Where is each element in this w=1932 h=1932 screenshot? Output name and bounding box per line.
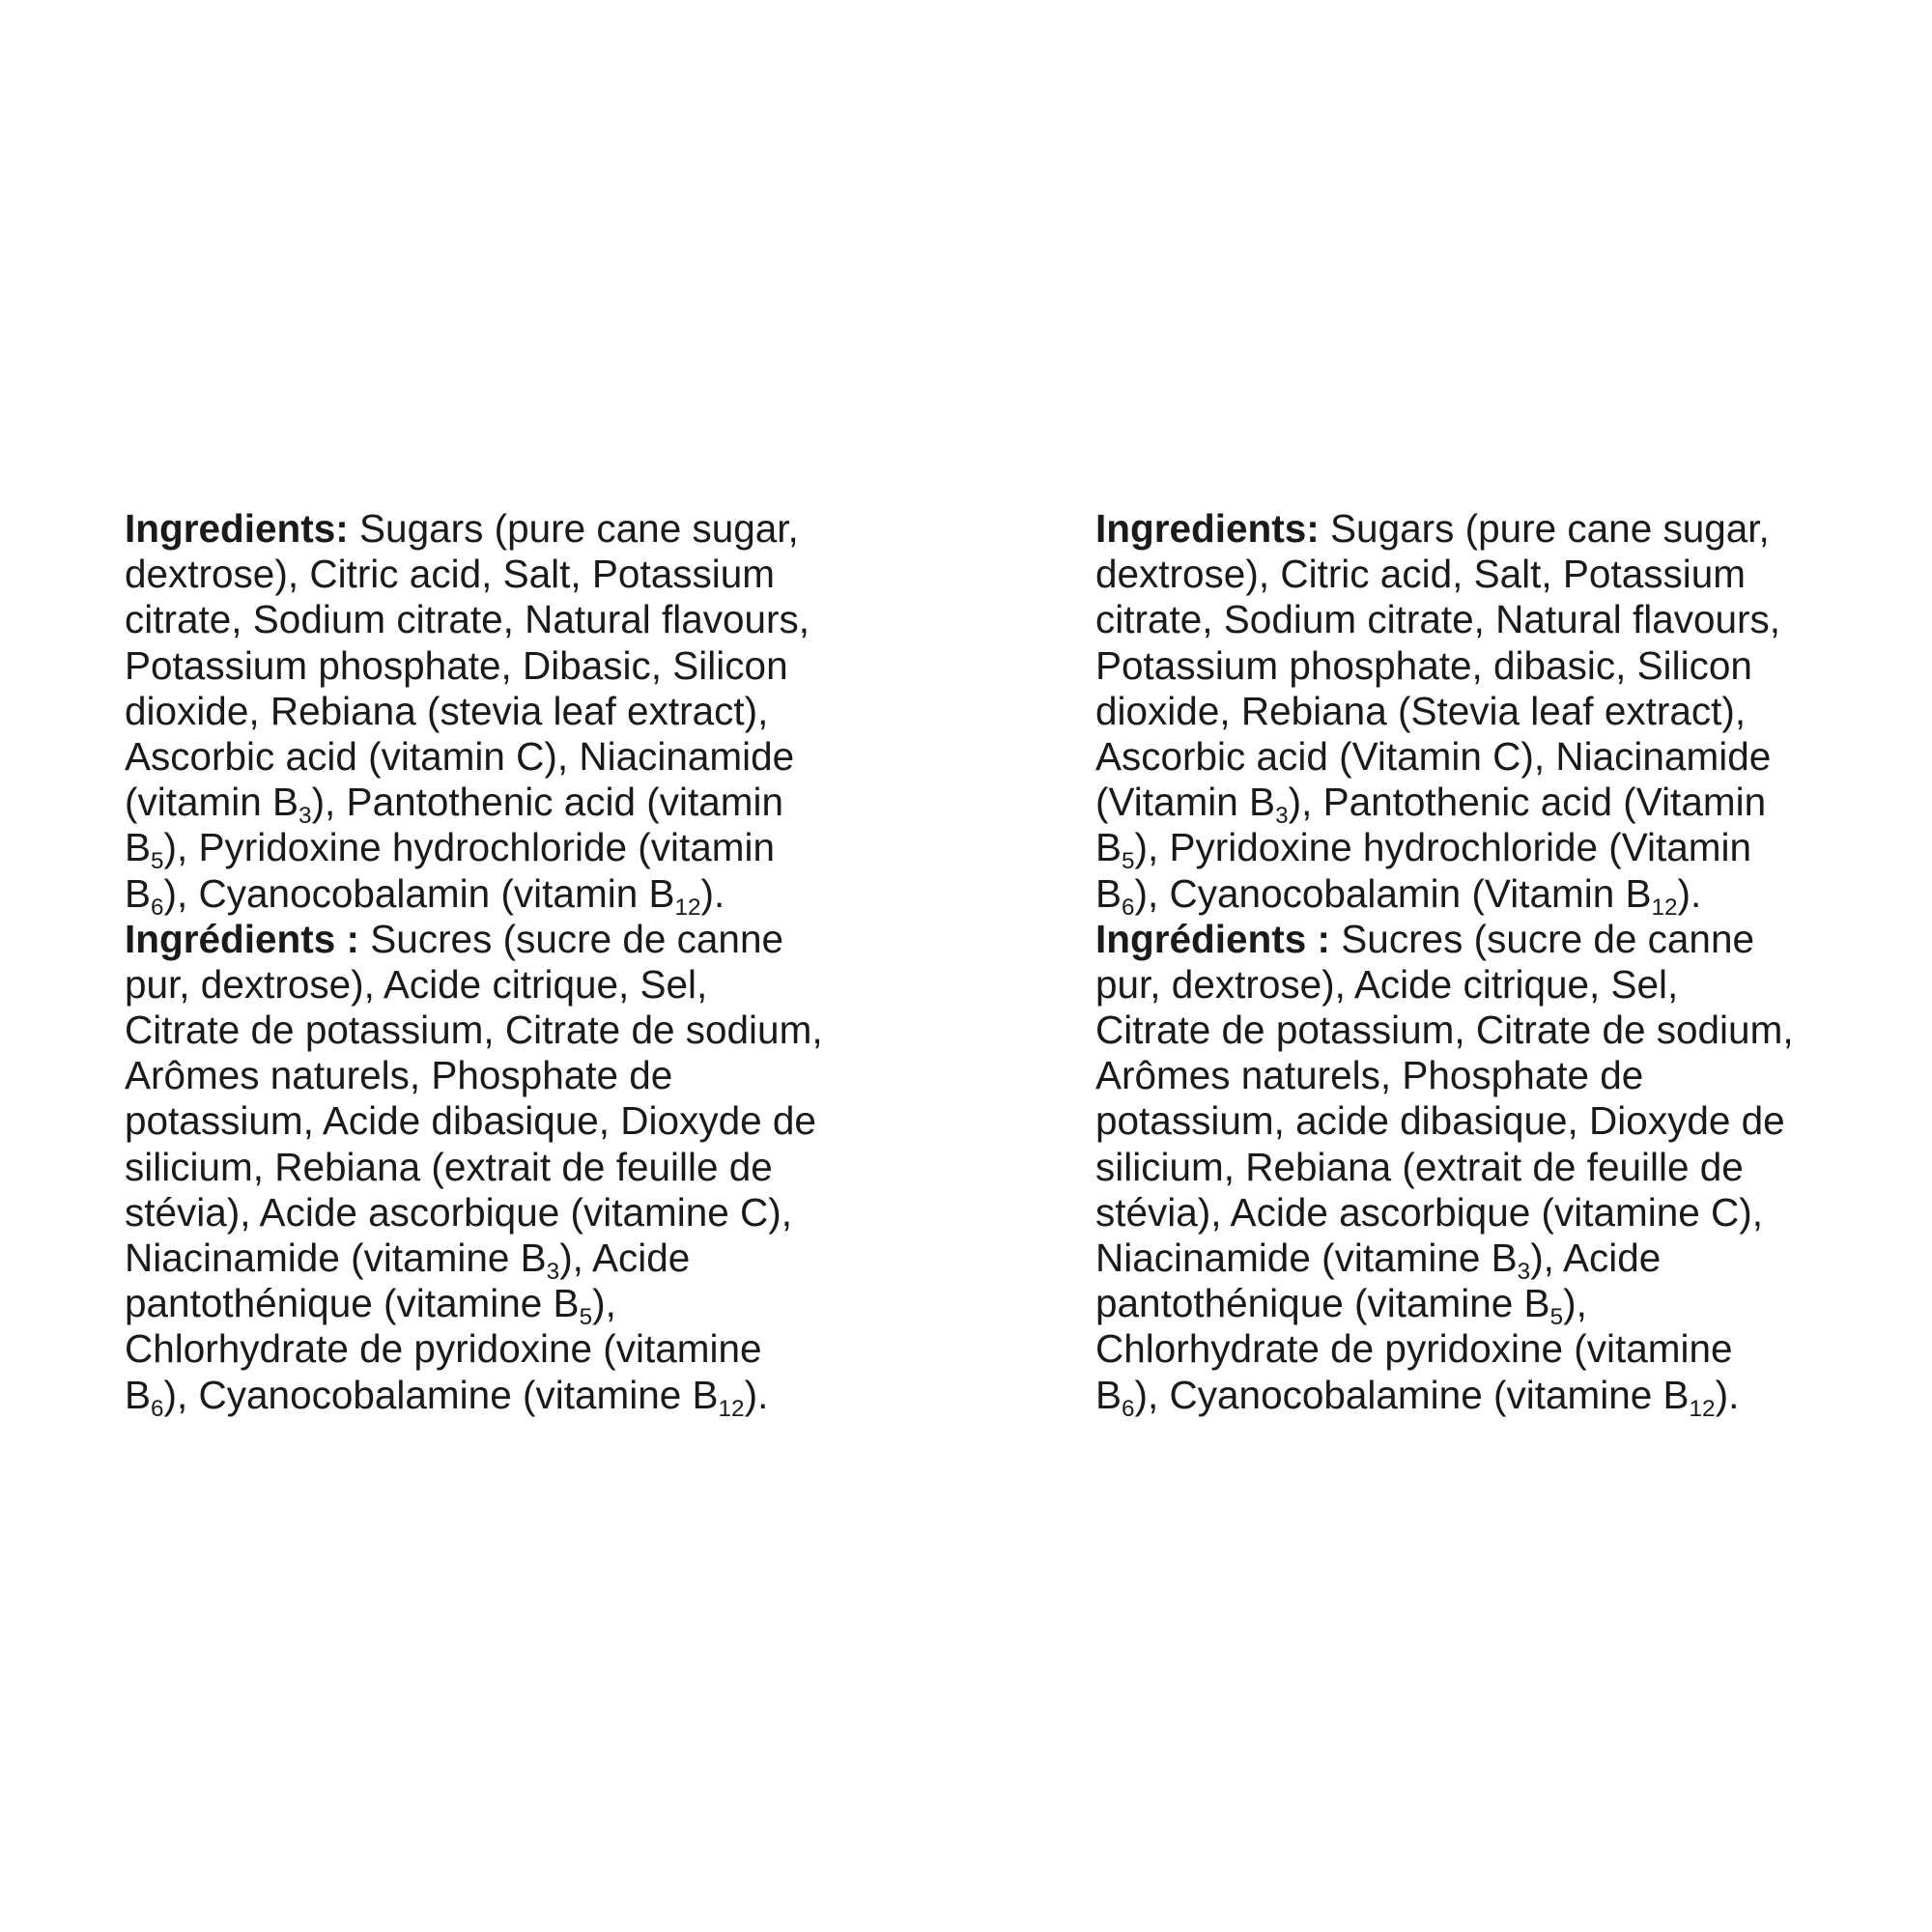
- subscript-number: 5: [579, 1303, 593, 1330]
- subscript-number: 5: [151, 848, 164, 875]
- ingredient-line: [125, 825, 878, 875]
- ingredient-text: Niacinamide (vitamine B: [125, 1236, 547, 1280]
- ingredient-line: [125, 1236, 878, 1285]
- ingredient-line: [1095, 1326, 1849, 1372]
- ingredient-line: [1095, 734, 1849, 780]
- ingredient-line: [1095, 917, 1849, 962]
- ingredient-text: Arômes naturels, Phosphate de: [125, 1053, 673, 1098]
- ingredient-text: pantothénique (vitamine B: [1095, 1281, 1550, 1326]
- ingredient-text: citrate, Sodium citrate, Natural flavours,: [125, 597, 810, 642]
- ingredient-text: Chlorhydrate de pyridoxine (vitamine: [1095, 1326, 1733, 1372]
- ingredient-line: [125, 552, 878, 597]
- ingredient-text: silicium, Rebiana (extrait de feuille de: [125, 1144, 773, 1189]
- ingredients-heading: Ingrédients :: [125, 916, 360, 961]
- ingredient-line: [125, 780, 878, 829]
- ingredient-text: potassium, Acide dibasique, Dioxyde de: [125, 1098, 816, 1144]
- ingredient-text: ).: [744, 1372, 769, 1417]
- subscript-number: 5: [1549, 1303, 1564, 1330]
- ingredient-text: Potassium phosphate, dibasic, Silicon: [1095, 642, 1752, 688]
- ingredient-text: pantothénique (vitamine B: [125, 1281, 580, 1326]
- ingredient-text: B: [1095, 1372, 1122, 1417]
- ingredient-text: Sucres (sucre de canne: [359, 916, 784, 961]
- ingredient-line: [125, 506, 878, 552]
- ingredient-text: B: [125, 1372, 152, 1417]
- ingredient-line: [1095, 1098, 1849, 1144]
- ingredient-text: B: [125, 870, 152, 916]
- subscript-number: 12: [674, 894, 701, 921]
- ingredient-text: ).: [1715, 1372, 1740, 1417]
- ingredients-heading: Ingrédients :: [1095, 916, 1331, 961]
- ingredient-text: Ascorbic acid (Vitamin C), Niacinamide: [1095, 733, 1772, 779]
- subscript-number: 6: [1122, 894, 1135, 921]
- ingredient-line: [1095, 506, 1849, 552]
- subscript-number: 6: [151, 1395, 164, 1422]
- ingredient-text: ), Cyanocobalamine (vitamine B: [1134, 1372, 1690, 1417]
- ingredient-text: ),: [592, 1281, 616, 1326]
- ingredient-line: [125, 962, 878, 1008]
- ingredient-line: [125, 734, 878, 780]
- ingredient-text: Sugars (pure cane sugar,: [1319, 506, 1770, 551]
- ingredients-panel-right: [1095, 506, 1849, 1422]
- ingredient-text: silicium, Rebiana (extrait de feuille de: [1095, 1144, 1744, 1189]
- ingredient-text: (Vitamin B: [1095, 780, 1276, 825]
- ingredient-text: ), Cyanocobalamin (Vitamin B: [1134, 870, 1652, 916]
- ingredient-text: Sucres (sucre de canne: [1330, 916, 1755, 961]
- ingredient-line: [125, 1190, 878, 1236]
- ingredient-text: citrate, Sodium citrate, Natural flavours,: [1095, 597, 1781, 642]
- ingredient-line: [1095, 1008, 1849, 1053]
- ingredient-line: [1095, 1190, 1849, 1236]
- ingredient-text: ), Pyridoxine hydrochloride (vitamin: [163, 825, 776, 870]
- ingredient-line: [1095, 1053, 1849, 1098]
- ingredient-text: Ascorbic acid (vitamin C), Niacinamide: [125, 733, 795, 779]
- ingredient-text: dextrose), Citric acid, Salt, Potassium: [125, 552, 775, 597]
- ingredient-text: Potassium phosphate, Dibasic, Silicon: [125, 642, 788, 688]
- ingredient-text: pur, dextrose), Acide citrique, Sel,: [1095, 961, 1679, 1007]
- ingredient-line: [125, 1281, 878, 1330]
- ingredient-line: [125, 689, 878, 734]
- subscript-number: 3: [298, 802, 312, 829]
- ingredient-line: [125, 1098, 878, 1144]
- ingredients-panel-left: [125, 506, 878, 1422]
- ingredient-line: [125, 1326, 878, 1372]
- ingredient-line: [1095, 1372, 1849, 1422]
- ingredient-text: dioxide, Rebiana (stevia leaf extract),: [125, 688, 769, 733]
- ingredient-text: ), Pantothenic acid (vitamin: [311, 780, 784, 825]
- ingredient-text: Citrate de potassium, Citrate de sodium,: [125, 1008, 823, 1053]
- ingredient-line: [125, 1053, 878, 1098]
- subscript-number: 3: [546, 1258, 560, 1285]
- subscript-number: 12: [1651, 894, 1678, 921]
- ingredient-text: ), Pantothenic acid (Vitamin: [1288, 780, 1767, 825]
- ingredient-text: ), Pyridoxine hydrochloride (Vitamin: [1134, 825, 1752, 870]
- ingredient-line: [125, 917, 878, 962]
- subscript-number: 12: [718, 1395, 745, 1422]
- subscript-number: 6: [151, 894, 164, 921]
- ingredient-line: [125, 1372, 878, 1422]
- ingredient-text: Chlorhydrate de pyridoxine (vitamine: [125, 1326, 762, 1372]
- ingredient-text: potassium, acide dibasique, Dioxyde de: [1095, 1098, 1785, 1144]
- ingredient-text: stévia), Acide ascorbique (vitamine C),: [1095, 1189, 1764, 1235]
- subscript-number: 3: [1517, 1258, 1531, 1285]
- subscript-number: 5: [1122, 848, 1135, 875]
- ingredient-line: [1095, 1145, 1849, 1190]
- ingredient-text: ).: [1677, 870, 1702, 916]
- ingredient-text: (vitamin B: [125, 780, 299, 825]
- ingredient-text: dioxide, Rebiana (Stevia leaf extract),: [1095, 688, 1747, 733]
- ingredient-text: B: [1095, 870, 1122, 916]
- ingredient-text: ), Cyanocobalamine (vitamine B: [163, 1372, 719, 1417]
- subscript-number: 6: [1122, 1395, 1135, 1422]
- ingredient-line: [1095, 643, 1849, 689]
- ingredient-line: [1095, 870, 1849, 921]
- ingredient-line: [1095, 552, 1849, 597]
- ingredient-text: pur, dextrose), Acide citrique, Sel,: [125, 961, 708, 1007]
- ingredient-line: [1095, 597, 1849, 642]
- ingredient-line: [125, 643, 878, 689]
- ingredient-text: stévia), Acide ascorbique (vitamine C),: [125, 1189, 793, 1235]
- ingredient-line: [1095, 780, 1849, 829]
- ingredient-text: dextrose), Citric acid, Salt, Potassium: [1095, 552, 1746, 597]
- ingredients-heading: Ingredients:: [1095, 506, 1320, 551]
- ingredient-line: [1095, 689, 1849, 734]
- ingredient-text: Niacinamide (vitamine B: [1095, 1236, 1518, 1280]
- ingredient-line: [125, 1145, 878, 1190]
- ingredient-text: ), Acide: [1530, 1236, 1662, 1280]
- ingredients-heading: Ingredients:: [125, 506, 349, 551]
- ingredient-line: [1095, 825, 1849, 875]
- ingredient-text: Citrate de potassium, Citrate de sodium,: [1095, 1008, 1794, 1053]
- ingredient-text: Sugars (pure cane sugar,: [348, 506, 799, 551]
- ingredient-line: [125, 597, 878, 642]
- ingredient-text: B: [1095, 825, 1122, 870]
- ingredient-text: ),: [1563, 1281, 1587, 1326]
- ingredient-text: Arômes naturels, Phosphate de: [1095, 1053, 1644, 1098]
- ingredient-text: ).: [700, 870, 725, 916]
- ingredient-line: [1095, 1236, 1849, 1285]
- ingredient-text: B: [125, 825, 152, 870]
- ingredient-line: [1095, 1281, 1849, 1330]
- ingredient-line: [125, 1008, 878, 1053]
- ingredient-text: ), Cyanocobalamin (vitamin B: [163, 870, 675, 916]
- ingredient-line: [1095, 962, 1849, 1008]
- ingredient-line: [125, 870, 878, 921]
- subscript-number: 3: [1275, 802, 1289, 829]
- subscript-number: 12: [1689, 1395, 1716, 1422]
- ingredient-text: ), Acide: [559, 1236, 691, 1280]
